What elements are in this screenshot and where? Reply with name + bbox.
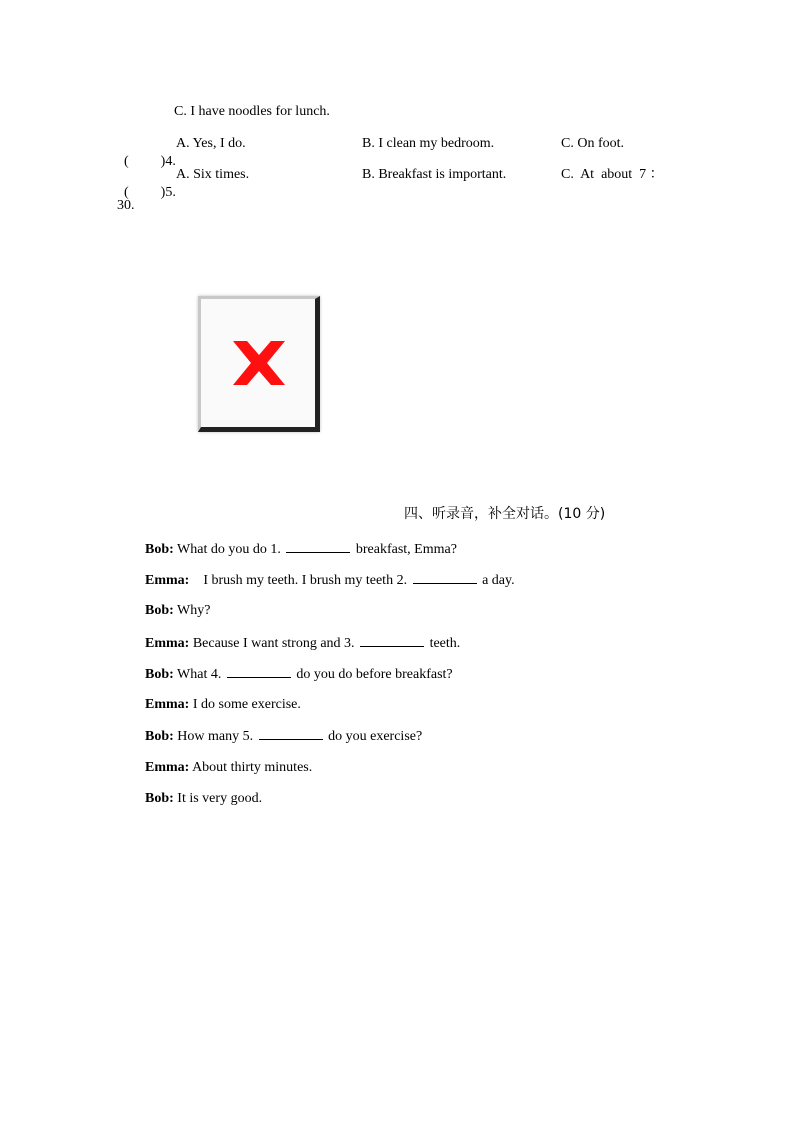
dialogue-line xyxy=(145,696,301,714)
dialogue-line xyxy=(145,665,453,684)
fill-in-blank[interactable] xyxy=(360,634,424,647)
dialogue-text-after: breakfast, Emma? xyxy=(355,542,457,557)
q4-number: 4. xyxy=(165,154,176,169)
dialogue-text: I do some exercise. xyxy=(192,697,301,712)
paren-open: ( xyxy=(124,154,129,169)
dialogue-line xyxy=(145,727,422,746)
dialogue-text-after: teeth. xyxy=(429,636,461,651)
fill-in-blank[interactable] xyxy=(413,571,477,584)
dialogue-text: It is very good. xyxy=(177,791,263,806)
dialogue-text: About thirty minutes. xyxy=(192,760,313,775)
q5-option-c-wrap: 30. xyxy=(117,198,135,213)
dialogue-line xyxy=(145,602,210,620)
dialogue-line xyxy=(145,790,262,808)
q5-number: 5. xyxy=(165,185,176,200)
speaker-name: Bob: xyxy=(145,791,174,806)
dialogue-line xyxy=(145,759,312,777)
speaker-name: Emma: xyxy=(145,573,190,588)
dialogue-text-after: a day. xyxy=(482,573,515,588)
q4-option-b: B. I clean my bedroom. xyxy=(362,136,495,151)
paren-close: ) xyxy=(160,185,166,200)
dialogue-text-after: do you do before breakfast? xyxy=(296,667,453,682)
dialogue-text: Why? xyxy=(177,603,211,618)
speaker-name: Emma: xyxy=(145,760,190,775)
speaker-name: Bob: xyxy=(145,603,174,618)
speaker-name: Emma: xyxy=(145,636,190,651)
dialogue-text: Because I want strong and 3. xyxy=(192,636,355,651)
q5-option-b: B. Breakfast is important. xyxy=(362,167,507,182)
q3-option-c: C. I have noodles for lunch. xyxy=(174,104,330,119)
paren-close: ) xyxy=(160,154,166,169)
q5-option-a: A. Six times. xyxy=(176,167,250,182)
broken-image-placeholder xyxy=(198,296,320,432)
speaker-name: Bob: xyxy=(145,729,174,744)
q5-option-c: C. At about 7 ： xyxy=(561,167,664,182)
fill-in-blank[interactable] xyxy=(286,540,350,553)
speaker-name: Bob: xyxy=(145,667,174,682)
dialogue-line xyxy=(145,634,460,653)
dialogue-text: How many 5. xyxy=(177,729,254,744)
speaker-name: Emma: xyxy=(145,697,190,712)
fill-in-blank[interactable] xyxy=(259,727,323,740)
speaker-name: Bob: xyxy=(145,542,174,557)
dialogue-text: What do you do 1. xyxy=(177,542,281,557)
dialogue-text: I brush my teeth. I brush my teeth 2. xyxy=(192,573,408,588)
dialogue-line xyxy=(145,540,457,559)
q4-option-a: A. Yes, I do. xyxy=(176,136,246,151)
paren-open: ( xyxy=(124,185,129,200)
dialogue-line xyxy=(145,571,515,590)
fill-in-blank[interactable] xyxy=(227,665,291,678)
section-heading: 四、听录音，补全对话。(10 分) xyxy=(404,506,606,522)
broken-image-red-x-icon xyxy=(229,337,289,389)
dialogue-text-after: do you exercise? xyxy=(328,729,423,744)
q4-option-c: C. On foot. xyxy=(561,136,624,151)
dialogue-text: What 4. xyxy=(177,667,222,682)
